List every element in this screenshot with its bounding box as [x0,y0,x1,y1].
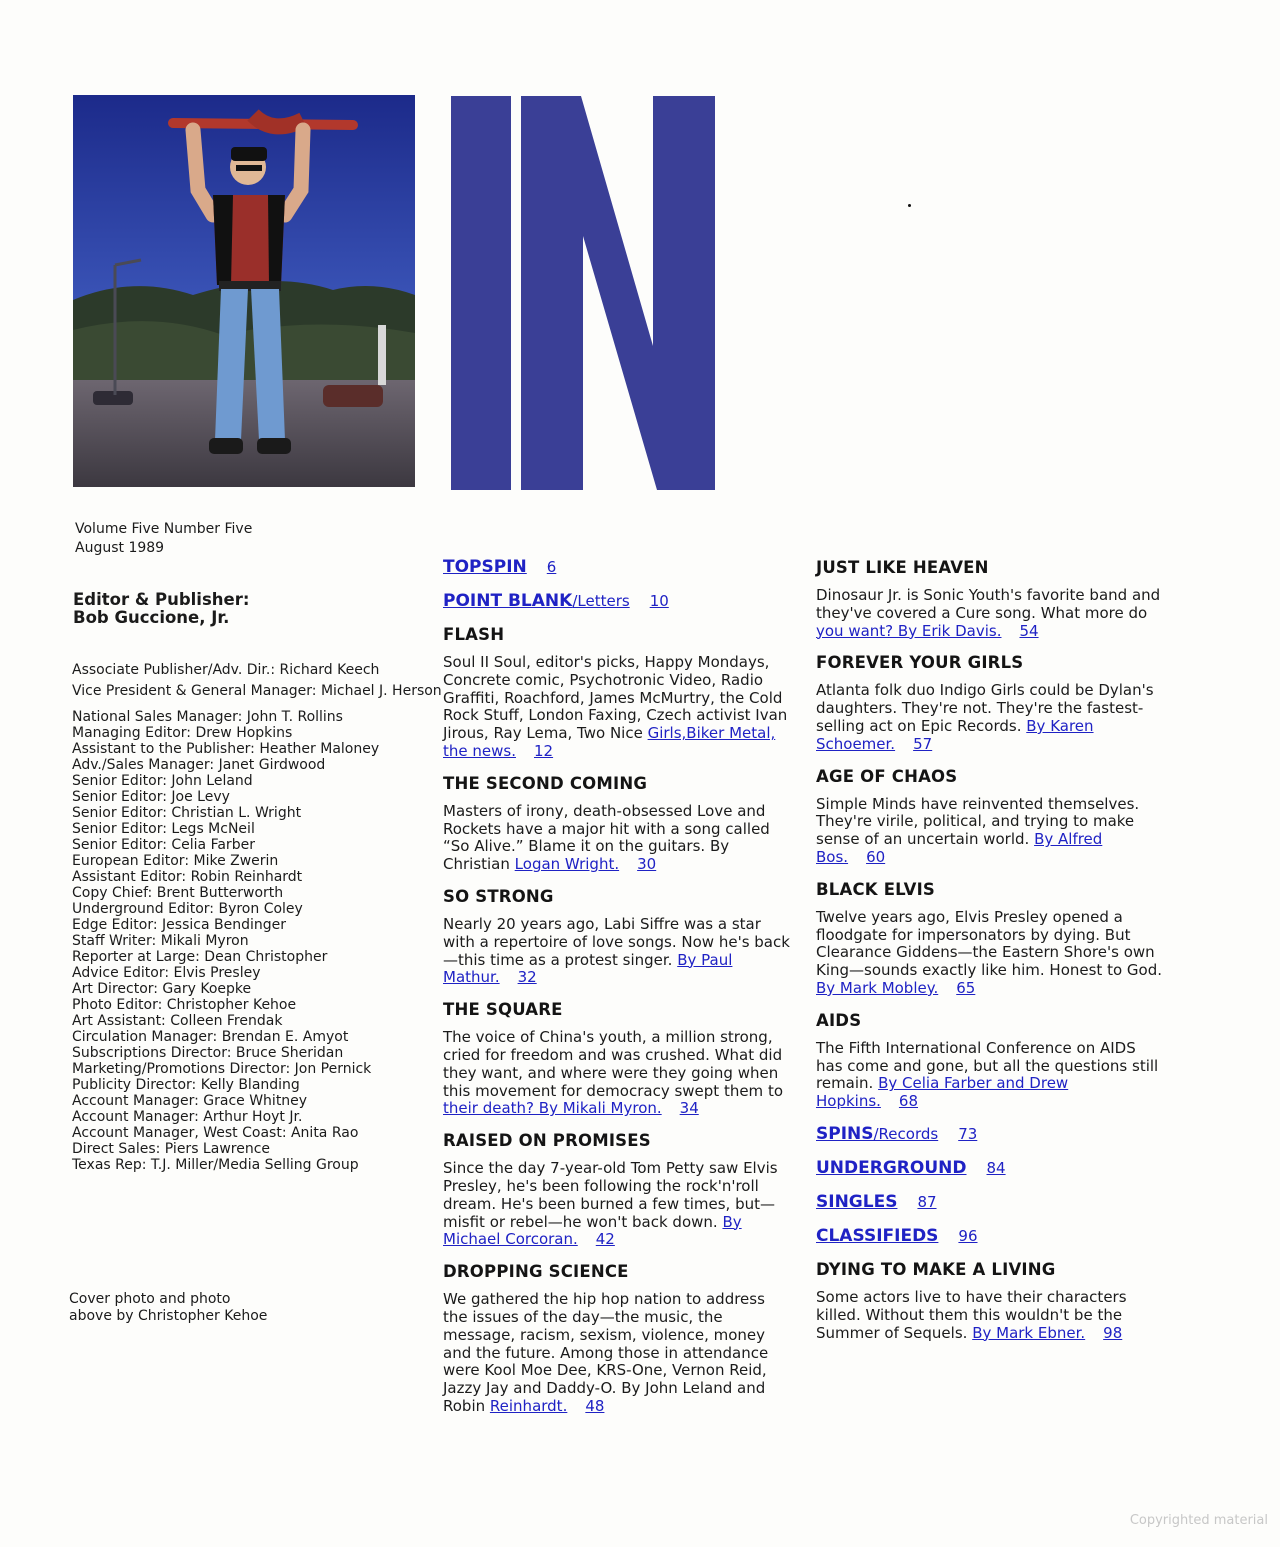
staff-entry: Managing Editor: Drew Hopkins [72,725,293,741]
staff-entry: National Sales Manager: John T. Rollins [72,709,343,725]
feature-text: Dinosaur Jr. is Sonic Youth's favorite band and they've covered a Cure song. What more do [816,586,1161,622]
cover-photo [73,95,415,487]
page-number: 60 [866,847,886,866]
toc-feature [816,767,1166,867]
feature-byline: Logan Wright. [514,855,620,874]
toc-feature [443,1131,793,1249]
feature-description [443,1291,793,1416]
toc-link-point-blank[interactable] [443,591,793,611]
feature-title: DYING TO MAKE A LIVING [816,1259,1056,1279]
staff-entry: Art Assistant: Colleen Frendak [72,1013,283,1029]
toc-feature [443,1000,793,1118]
cover-credit-line: Cover photo and photo [69,1291,231,1307]
feature-title: DROPPING SCIENCE [443,1262,629,1282]
toc-feature [443,887,793,987]
staff-entry: Assistant to the Publisher: Heather Maloney [72,741,380,757]
feature-text: Since the day 7-year-old Tom Petty saw Elvis Presley, he's been following the rock'n'roll dream. He's been burned a few times, but—misfit or rebel—he won't back down. [443,1159,778,1231]
feature-description [816,796,1166,867]
feature-list [816,1260,1166,1342]
toc-link-label: POINT BLANK [443,591,573,611]
feature-title: FLASH [443,625,505,644]
issue-info [75,520,252,558]
toc-feature [816,1011,1166,1111]
toc-feature [443,625,793,761]
feature-byline-link[interactable] [443,1099,699,1117]
toc-link-topspin[interactable] [443,557,793,577]
page-number: 34 [679,1099,699,1118]
staff-entry: Senior Editor: Christian L. Wright [72,805,302,821]
magazine-section-title [445,96,717,490]
staff-entry: Associate Publisher/Adv. Dir.: Richard Keech [72,662,380,678]
feature-text: Twelve years ago, Elvis Presley opened a floodgate for impersonators by dying. But Clearance Giddens—the Eastern Shore's own King—sounds exactly like him. Honest to God. [816,907,1162,980]
toc-link-label: SPINS [816,1123,874,1144]
staff-entry: Publicity Director: Kelly Blanding [72,1077,300,1093]
staff-entry: Art Director: Gary Koepke [72,981,252,997]
watermark: Copyrighted material [1129,1513,1268,1528]
page-number: 68 [898,1092,919,1111]
toc-link-label: UNDERGROUND [816,1157,967,1178]
feature-text: The Fifth International Conference on AIDS has come and gone, but all the questions still remain. [816,1038,1159,1093]
feature-description [816,1289,1166,1342]
toc-feature [816,653,1166,753]
feature-byline: Girls,Biker Metal, the news. [443,724,776,760]
title-word: IN [445,96,447,97]
staff-entry: Assistant Editor: Robin Reinhardt [72,869,303,885]
feature-byline-link[interactable] [490,1397,605,1415]
staff-entry: Account Manager: Grace Whitney [72,1093,308,1109]
page-number: 73 [958,1124,978,1143]
feature-byline-link[interactable] [816,622,1039,640]
feature-description [443,654,793,761]
feature-description [443,1029,793,1118]
page-number: 32 [517,968,537,987]
toc-link-department[interactable] [816,1192,1166,1212]
feature-description [443,803,793,874]
staff-entry: Subscriptions Director: Bruce Sheridan [72,1045,344,1061]
staff-entry: Reporter at Large: Dean Christopher [72,949,328,965]
feature-byline: By Mark Mobley. [816,978,939,997]
staff-entry: Adv./Sales Manager: Janet Girdwood [72,757,326,773]
toc-column-middle [443,557,793,1429]
feature-text: The voice of China's youth, a million strong, cried for freedom and was crushed. What did they want, and where were they going when this movement for democracy swept them to [443,1028,783,1100]
cover-credit-line: above by Christopher Kehoe [69,1307,268,1324]
feature-byline: By Alfred Bos. [816,830,1103,866]
feature-list [816,558,1166,1111]
feature-description [816,682,1166,753]
issue-date: August 1989 [75,540,165,556]
toc-feature [816,880,1166,998]
feature-text: Nearly 20 years ago, Labi Siffre was a star with a repertoire of love songs. Now he's back—this time as a protest singer. [443,914,790,969]
page-number: 30 [637,855,657,874]
page-number: 12 [533,741,554,760]
staff-list [72,660,442,1173]
page-number: 65 [956,978,976,997]
toc-link-department[interactable] [816,1124,1166,1144]
feature-byline: their death? By Mikali Myron. [443,1099,662,1118]
feature-text: Soul II Soul, editor's picks, Happy Mondays, Concrete comic, Psychotronic Video, Radio Graffiti, Roachford, James McMurtry, the Cold Rock Stuff, London Faxing, Czech activist Ivan Jirous, Ray Lema, Two Nice [443,653,788,743]
toc-link-label: SINGLES [816,1191,898,1212]
staff-entry: European Editor: Mike Zwerin [72,853,279,869]
toc-link-label: TOPSPIN [443,557,527,577]
feature-text: Some actors live to have their characters killed. Without them this wouldn't be the Summer of Sequels. [816,1287,1127,1342]
feature-byline: By Paul Mathur. [443,950,733,987]
staff-entry: Senior Editor: Joe Levy [72,789,230,805]
toc-feature [816,558,1166,640]
feature-title: THE SQUARE [443,1000,563,1020]
toc-link-label: CLASSIFIEDS [816,1225,939,1246]
staff-entry: Vice President & General Manager: Michael J. Herson [72,683,442,699]
staff-entry: Copy Chief: Brent Butterworth [72,885,284,901]
toc-feature [443,774,793,874]
feature-byline: By Michael Corcoran. [443,1212,742,1249]
feature-text: Masters of irony, death-obsessed Love and Rockets have a major hit with a song called “So Alive.” Blame it on the guitars. By Christian [443,801,770,874]
page-number: 87 [917,1192,937,1211]
toc-link-sub: /Letters [572,592,630,610]
feature-description [816,587,1166,640]
feature-title: BLACK ELVIS [816,879,936,899]
staff-entries [72,709,432,1173]
feature-byline: By Karen Schoemer. [816,716,1094,753]
staff-entry: Marketing/Promotions Director: Jon Pernick [72,1061,372,1077]
cover-credit [69,1291,267,1324]
publisher-role: Editor & Publisher: [73,590,250,609]
feature-title: JUST LIKE HEAVEN [816,558,989,577]
feature-description [816,1040,1166,1111]
staff-entry: Texas Rep: T.J. Miller/Media Selling Group [72,1157,359,1173]
feature-title: SO STRONG [443,886,554,906]
staff-entry: Circulation Manager: Brendan E. Amyot [72,1029,349,1045]
toc-column-right [816,558,1166,1355]
feature-text: Atlanta folk duo Indigo Girls could be Dylan's daughters. They're not. They're the fastest-selling act on Epic Records. [816,681,1154,735]
feature-description [443,916,793,987]
toc-link-sub: /Records [873,1124,939,1143]
publisher-block [73,591,249,627]
feature-byline-link[interactable] [515,855,657,873]
staff-entry: Staff Writer: Mikali Myron [72,933,249,949]
staff-entry: Photo Editor: Christopher Kehoe [72,997,297,1013]
page-number: 57 [913,734,933,753]
staff-entry: Senior Editor: Legs McNeil [72,821,255,837]
page-number: 54 [1019,621,1039,640]
toc-link-department[interactable] [816,1226,1166,1246]
feature-byline: you want? By Erik Davis. [816,621,1002,640]
staff-entry: Account Manager, West Coast: Anita Rao [72,1125,359,1141]
feature-byline-link[interactable] [816,979,975,997]
toc-feature [816,1260,1166,1342]
issue-volume: Volume Five Number Five [75,521,253,537]
page-number: 6 [546,558,557,576]
feature-text: Simple Minds have reinvented themselves. They're virile, political, and trying to make sense of an uncertain world. [816,794,1140,849]
publisher-name: Bob Guccione, Jr. [73,608,230,627]
feature-title: FOREVER YOUR GIRLS [816,653,1024,673]
feature-byline: Reinhardt. [489,1396,568,1415]
feature-byline: By Mark Ebner. [972,1323,1086,1342]
feature-description [443,1160,793,1249]
staff-entry: Edge Editor: Jessica Bendinger [72,917,286,933]
feature-list [443,625,793,1416]
staff-entry: Account Manager: Arthur Hoyt Jr. [72,1109,303,1125]
toc-link-department[interactable] [816,1158,1166,1178]
staff-entry: Senior Editor: Celia Farber [72,837,255,853]
feature-title: AGE OF CHAOS [816,766,958,786]
speck [908,204,911,207]
feature-title: RAISED ON PROMISES [443,1131,651,1151]
toc-feature [443,1262,793,1416]
feature-byline-link[interactable] [972,1324,1122,1342]
page-number: 96 [958,1226,978,1245]
feature-title: AIDS [816,1010,862,1030]
page-number: 84 [986,1158,1006,1177]
staff-entry: Underground Editor: Byron Coley [72,901,303,917]
feature-title: THE SECOND COMING [443,773,648,793]
feature-byline: By Celia Farber and Drew Hopkins. [816,1074,1069,1111]
page-number: 48 [585,1396,605,1415]
staff-entry: Senior Editor: John Leland [72,773,253,789]
feature-description [816,909,1166,998]
department-list [816,1124,1166,1246]
staff-entry: Direct Sales: Piers Lawrence [72,1141,271,1157]
page-number: 10 [649,592,669,610]
staff-entry: Advice Editor: Elvis Presley [72,965,261,981]
page-number: 98 [1103,1323,1123,1342]
page-number: 42 [595,1230,615,1249]
feature-text: We gathered the hip hop nation to address the issues of the day—the music, the message, racism, sexism, violence, money and the future. Among those in attendance were Kool Moe Dee, KRS-One, Vernon Reid, Jazzy Jay and Daddy-O. By John Leland and Robin [443,1290,769,1415]
